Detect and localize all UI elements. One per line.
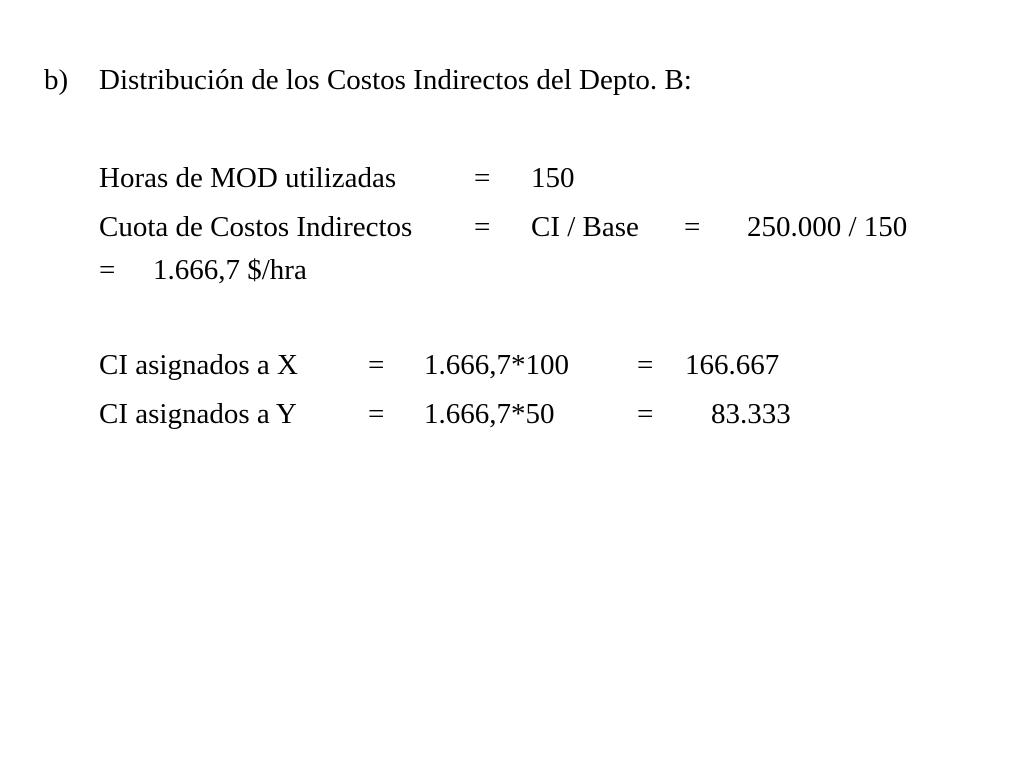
cuota-calc: 250.000 / 150 [747,211,908,243]
asignados-x-equals-2: = [637,349,654,381]
asignados-x-calc: 1.666,7*100 [424,349,569,381]
asignados-x-label: CI asignados a X [99,349,298,381]
cuota-label: Cuota de Costos Indirectos [99,211,413,243]
horas-label: Horas de MOD utilizadas [99,162,397,194]
horas-value: 150 [531,162,575,194]
horas-equals: = [474,162,491,194]
asignados-y-calc: 1.666,7*50 [424,398,555,430]
asignados-x-equals-1: = [368,349,385,381]
heading-marker: b) [44,64,69,96]
heading-text: Distribución de los Costos Indirectos del Depto. B: [99,64,692,96]
asignados-x-result: 166.667 [685,349,780,381]
asignados-y-result: 83.333 [711,398,791,430]
cuota-formula: CI / Base [531,211,639,243]
asignados-y-equals-2: = [637,398,654,430]
cuota-result: 1.666,7 $/hra [153,254,307,286]
cuota-equals-1: = [474,211,491,243]
cuota-equals-2: = [684,211,701,243]
asignados-y-label: CI asignados a Y [99,398,297,430]
asignados-y-equals-1: = [368,398,385,430]
cuota-equals-3: = [99,254,116,286]
